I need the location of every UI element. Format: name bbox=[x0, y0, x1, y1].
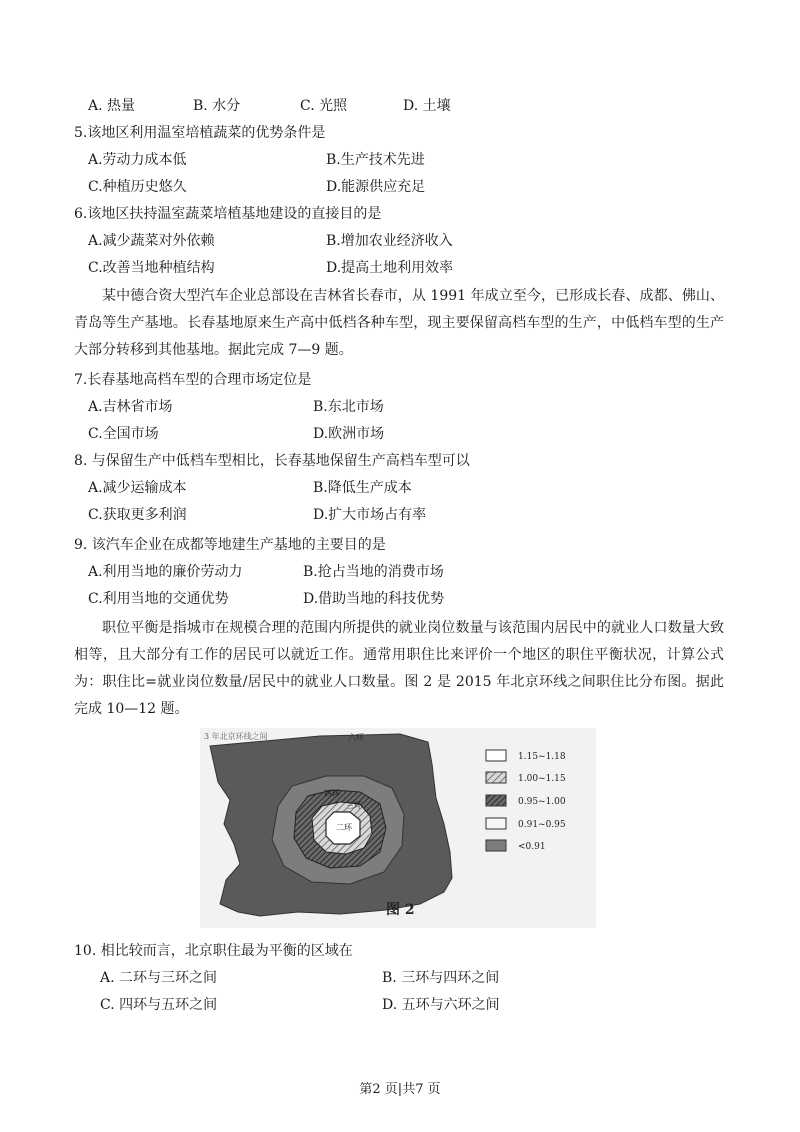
q6-option-d: D.提高土地利用效率 bbox=[326, 260, 454, 276]
question-8-stem: 8. 与保留生产中低档车型相比，长春基地保留生产高档车型可以 bbox=[74, 453, 470, 469]
legend-label-5: <0.91 bbox=[518, 842, 546, 852]
q5-option-a: A.劳动力成本低 bbox=[88, 152, 187, 168]
q8-option-a: A.减少运输成本 bbox=[88, 480, 187, 496]
q4-option-a: A. 热量 bbox=[88, 98, 136, 114]
legend-swatch-3 bbox=[486, 795, 506, 806]
page-footer: 第2 页|共7 页 bbox=[359, 1082, 441, 1097]
label-second-ring: 二环 bbox=[336, 823, 352, 832]
legend-swatch-4 bbox=[486, 818, 506, 829]
figure-top-text: 3 年北京环线之间 bbox=[204, 732, 268, 741]
q8-option-b: B.降低生产成本 bbox=[313, 480, 412, 496]
q10-option-b: B. 三环与四环之间 bbox=[382, 970, 500, 986]
q4-option-b: B. 水分 bbox=[193, 98, 241, 114]
q6-option-a: A.减少蔬菜对外依赖 bbox=[88, 233, 215, 249]
q7-option-c: C.全国市场 bbox=[88, 426, 159, 442]
legend-swatch-2 bbox=[486, 772, 506, 783]
question-7-stem: 7.长春基地高档车型的合理市场定位是 bbox=[74, 372, 312, 388]
legend-swatch-1 bbox=[486, 750, 506, 761]
q5-option-c: C.种植历史悠久 bbox=[88, 179, 187, 195]
q8-option-c: C.获取更多利润 bbox=[88, 507, 187, 523]
legend-swatch-5 bbox=[486, 840, 506, 851]
q4-option-d: D. 土壤 bbox=[403, 98, 451, 114]
q7-option-a: A.吉林省市场 bbox=[88, 399, 173, 415]
q9-option-c: C.利用当地的交通优势 bbox=[88, 591, 229, 607]
q6-option-b: B.增加农业经济收入 bbox=[326, 233, 453, 249]
q9-option-d: D.借助当地的科技优势 bbox=[303, 591, 445, 607]
label-third-ring: 三环 bbox=[346, 801, 362, 810]
q7-option-d: D.欧洲市场 bbox=[313, 426, 385, 442]
q7-option-b: B.东北市场 bbox=[313, 399, 384, 415]
q10-option-d: D. 五环与六环之间 bbox=[382, 997, 500, 1013]
question-6-stem: 6.该地区扶持温室蔬菜培植基地建设的直接目的是 bbox=[74, 206, 382, 222]
beijing-ring-map bbox=[200, 728, 596, 928]
q9-option-a: A.利用当地的廉价劳动力 bbox=[88, 564, 243, 580]
legend-label-2: 1.00~1.15 bbox=[518, 774, 566, 784]
label-sixth-ring: 六环 bbox=[348, 733, 364, 742]
legend-label-4: 0.91~0.95 bbox=[518, 820, 566, 830]
question-5-stem: 5.该地区利用温室培植蔬菜的优势条件是 bbox=[74, 125, 326, 141]
question-10-stem: 10. 相比较而言，北京职住最为平衡的区域在 bbox=[74, 943, 353, 959]
passage-job-housing-balance: 职位平衡是指城市在规模合理的范围内所提供的就业岗位数量与该范围内居民中的就业人口数量大致相等，且大部分有工作的居民可以就近工作。通常用职住比来评价一个地区的职住平衡状况，计算公式为：职住比=就业岗位数量/居民中的就业人口数量。图 2 是 2015 年北京环线之间职住比分布图。据此完成 10—12 题。 bbox=[74, 620, 724, 717]
label-fourth-ring: 四环 bbox=[324, 789, 340, 798]
q10-option-a: A. 二环与三环之间 bbox=[100, 970, 218, 986]
q4-option-c: C. 光照 bbox=[300, 98, 348, 114]
figure-2-map bbox=[200, 728, 596, 928]
q6-option-c: C.改善当地种植结构 bbox=[88, 260, 215, 276]
q5-option-b: B.生产技术先进 bbox=[326, 152, 425, 168]
q5-option-d: D.能源供应充足 bbox=[326, 179, 426, 195]
q9-option-b: B.抢占当地的消费市场 bbox=[303, 564, 444, 580]
passage-auto-company: 某中德合资大型汽车企业总部设在吉林省长春市，从 1991 年成立至今，已形成长春、成都、佛山、青岛等生产基地。长春基地原来生产高中低档各种车型，现主要保留高档车型的生产，中低档车型的生产大部分转移到其他基地。据此完成 7—9 题。 bbox=[74, 288, 724, 358]
legend-label-1: 1.15~1.18 bbox=[518, 752, 566, 762]
q10-option-c: C. 四环与五环之间 bbox=[100, 997, 218, 1013]
question-9-stem: 9. 该汽车企业在成都等地建生产基地的主要目的是 bbox=[74, 537, 386, 553]
figure-caption: 图 2 bbox=[386, 902, 415, 918]
q8-option-d: D.扩大市场占有率 bbox=[313, 507, 427, 523]
legend-label-3: 0.95~1.00 bbox=[518, 797, 566, 807]
